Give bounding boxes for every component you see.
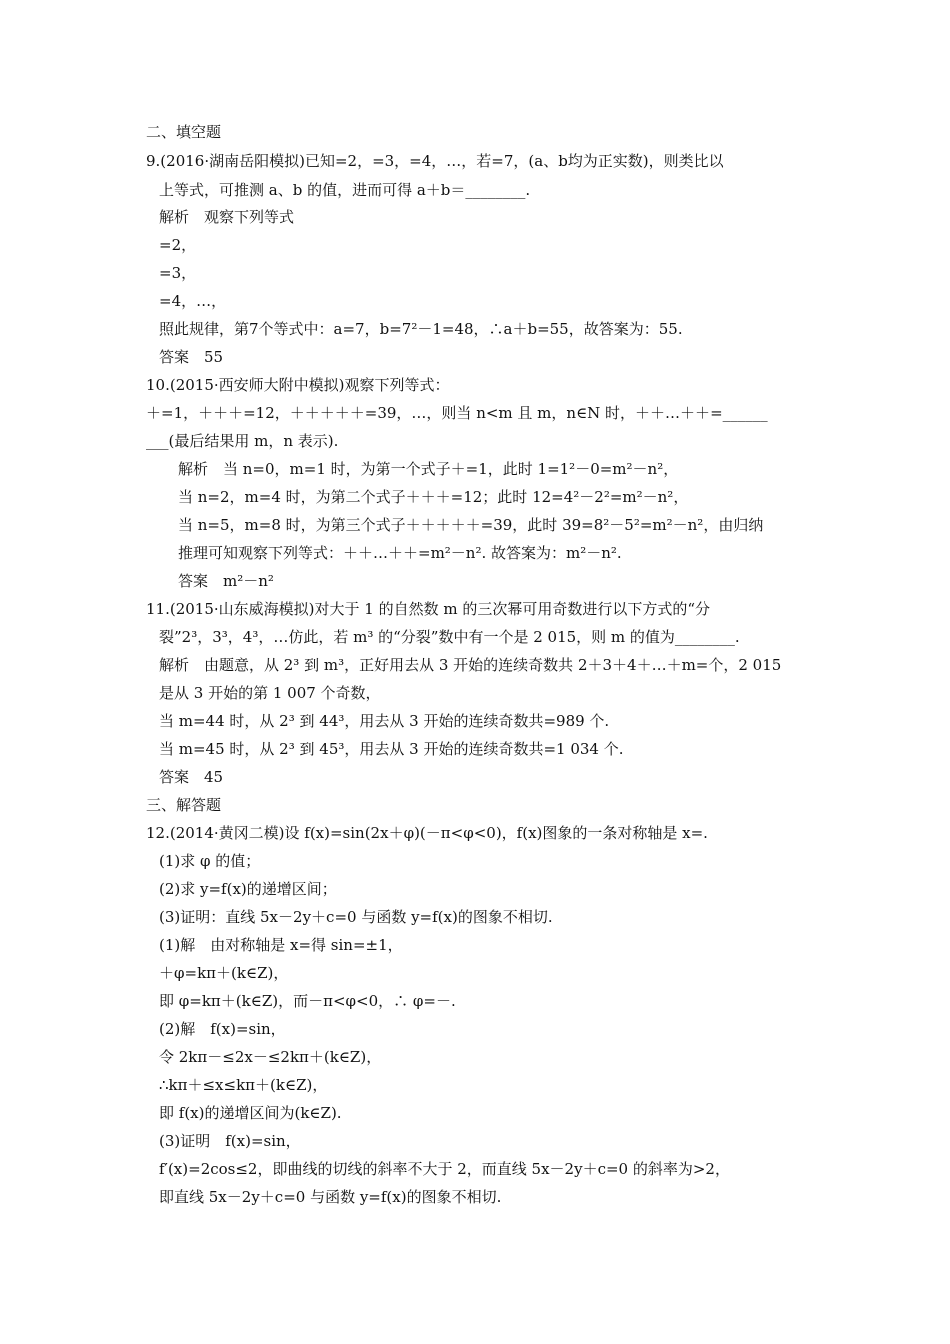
section-heading-solve: 三、解答题 [146, 796, 222, 814]
q11-analysis-line-1: 解析 由题意，从 2³ 到 m³，正好用去从 3 开始的连续奇数共 2＋3＋4＋…＋m=个，2 015 [159, 656, 782, 674]
q10-analysis-line-2: 当 n=2，m=4 时，为第二个式子＋＋＋=12；此时 12=4²－2²=m²－n²， [178, 488, 689, 506]
q12-solution-2-line-1: (2)解 f(x)=sin， [159, 1020, 286, 1038]
q12-solution-1-line-3: 即 φ=kπ＋(k∈Z)，而－π<φ<0，∴ φ=－. [159, 992, 456, 1010]
q12-proof-3-line-1: (3)证明 f(x)=sin， [159, 1132, 301, 1150]
q10-answer: 答案 m²－n² [178, 572, 274, 590]
question-9-line-2: 上等式，可推测 a、b 的值，进而可得 a＋b＝________. [159, 181, 531, 199]
question-9-line-1: 9.(2016·湖南岳阳模拟)已知=2，=3，=4，…，若=7，(a、b均为正实数)，则类比以 [146, 152, 724, 170]
q12-solution-2-line-3: ∴kπ＋≤x≤kπ＋(k∈Z)， [159, 1076, 328, 1094]
question-10-line-2: ＋=1，＋＋＋=12，＋＋＋＋＋=39，…，则当 n<m 且 m，n∈N 时，＋＋…＋＋=______ [146, 404, 768, 422]
q12-proof-3-line-2: f′(x)=2cos≤2，即曲线的切线的斜率不大于 2，而直线 5x－2y＋c=0 的斜率为>2， [159, 1160, 730, 1178]
q10-analysis-line-3: 当 n=5，m=8 时，为第三个式子＋＋＋＋＋=39，此时 39=8²－5²=m²－n²，由归纳 [178, 516, 764, 534]
question-11-line-1: 11.(2015·山东威海模拟)对大于 1 的自然数 m 的三次幂可用奇数进行以下方式的“分 [146, 600, 711, 618]
q12-part-1: (1)求 φ 的值； [159, 852, 261, 870]
q12-proof-3-line-3: 即直线 5x－2y＋c=0 与函数 y=f(x)的图象不相切. [159, 1188, 502, 1206]
q11-analysis-line-4: 当 m=45 时，从 2³ 到 45³，用去从 3 开始的连续奇数共=1 034 个. [159, 740, 624, 758]
q12-solution-2-line-4: 即 f(x)的递增区间为(k∈Z). [159, 1104, 342, 1122]
q11-analysis-line-2: 是从 3 开始的第 1 007 个奇数， [159, 684, 381, 702]
question-11-line-2: 裂”2³，3³，4³，…仿此，若 m³ 的“分裂”数中有一个是 2 015，则 m 的值为________. [159, 628, 740, 646]
q12-solution-2-line-2: 令 2kπ－≤2x－≤2kπ＋(k∈Z)， [159, 1048, 382, 1066]
question-10-line-1: 10.(2015·西安师大附中模拟)观察下列等式： [146, 376, 450, 394]
q11-analysis-line-3: 当 m=44 时，从 2³ 到 44³，用去从 3 开始的连续奇数共=989 个. [159, 712, 610, 730]
q11-answer: 答案 45 [159, 768, 224, 786]
q12-part-2: (2)求 y=f(x)的递增区间； [159, 880, 337, 898]
q9-analysis-line-4: =4，…， [159, 292, 227, 310]
section-heading-fill-blank: 二、填空题 [146, 123, 222, 141]
q9-analysis-line-2: =2， [159, 236, 197, 254]
q10-analysis-line-4: 推理可知观察下列等式：＋＋…＋＋=m²－n². 故答案为：m²－n². [178, 544, 622, 562]
q12-solution-1-line-2: ＋φ=kπ＋(k∈Z)， [159, 964, 289, 982]
q9-analysis-line-5: 照此规律，第7个等式中：a=7，b=7²－1=48，∴a＋b=55，故答案为：55. [159, 320, 683, 338]
q9-analysis-line-3: =3， [159, 264, 197, 282]
q12-solution-1-line-1: (1)解 由对称轴是 x=得 sin=±1， [159, 936, 403, 954]
question-12-line-1: 12.(2014·黄冈二模)设 f(x)=sin(2x＋φ)(－π<φ<0)，f(x)图象的一条对称轴是 x=. [146, 824, 708, 842]
question-10-line-3: ___(最后结果用 m，n 表示). [146, 432, 339, 450]
q12-part-3: (3)证明：直线 5x－2y＋c=0 与函数 y=f(x)的图象不相切. [159, 908, 553, 926]
q9-answer: 答案 55 [159, 348, 224, 366]
q10-analysis-line-1: 解析 当 n=0，m=1 时，为第一个式子＋=1，此时 1=1²－0=m²－n²， [178, 460, 679, 478]
q9-analysis-line-1: 解析 观察下列等式 [159, 208, 295, 226]
